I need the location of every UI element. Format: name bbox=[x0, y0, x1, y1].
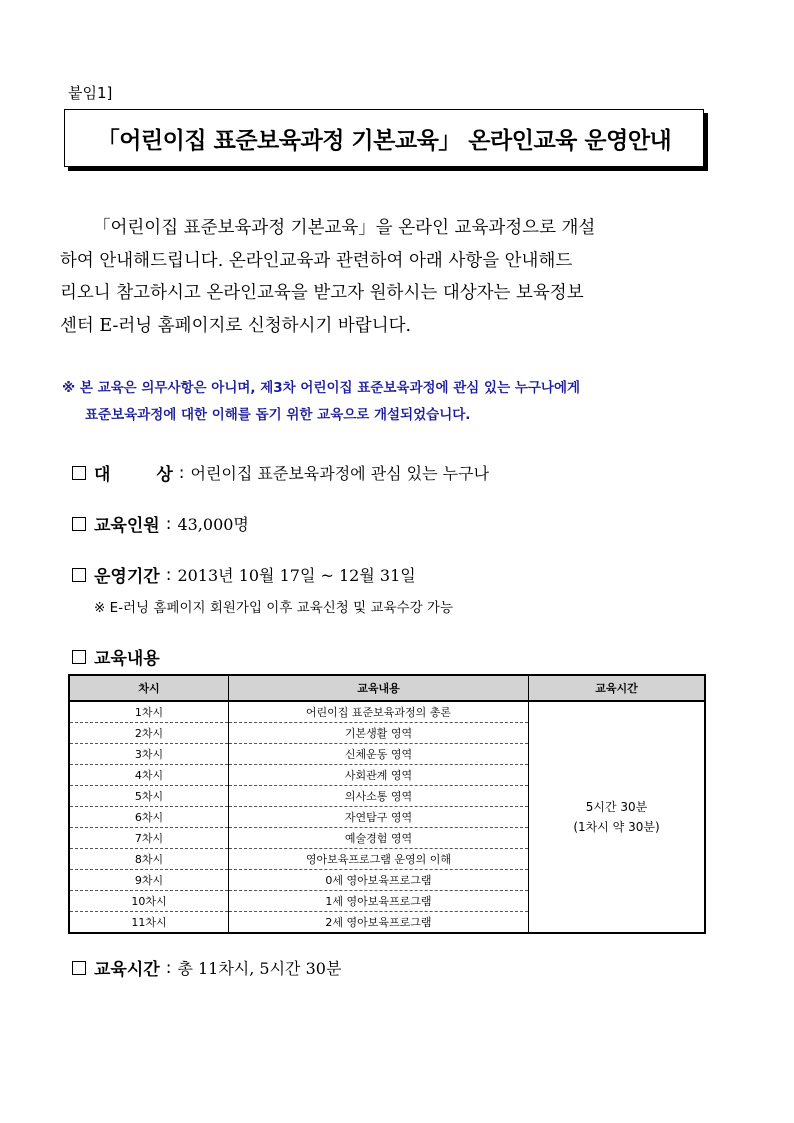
content-cell: 사회관계 영역 bbox=[229, 765, 529, 786]
header-session: 차시 bbox=[69, 675, 229, 701]
item-count bbox=[72, 511, 249, 536]
session-cell: 7차시 bbox=[69, 828, 229, 849]
time-per-session: (1차시 약 30분) bbox=[573, 820, 660, 834]
item-value: 2013년 10월 17일 ~ 12월 31일 bbox=[177, 566, 416, 585]
intro-line: 리오니 참고하시고 온라인교육을 받고자 원하시는 대상자는 보육정보 bbox=[60, 283, 584, 303]
checkbox-square-icon bbox=[72, 568, 86, 582]
document-title: 「어린이집 표준보육과정 기본교육」 온라인교육 운영안내 bbox=[96, 127, 672, 154]
checkbox-square-icon bbox=[72, 961, 86, 975]
period-note: ※ E-러닝 홈페이지 회원가입 이후 교육신청 및 교육수강 가능 bbox=[94, 600, 453, 616]
intro-paragraph bbox=[60, 212, 710, 342]
attachment-label: 붙임1] bbox=[68, 84, 113, 102]
item-time bbox=[72, 955, 341, 980]
checkbox-square-icon bbox=[72, 517, 86, 531]
item-colon: : bbox=[178, 462, 185, 483]
item-label: 운영기간 bbox=[94, 567, 160, 587]
content-cell: 영아보육프로그램 운영의 이해 bbox=[229, 849, 529, 870]
item-colon: : bbox=[165, 564, 172, 585]
checkbox-square-icon bbox=[72, 466, 86, 480]
session-cell: 5차시 bbox=[69, 786, 229, 807]
notice-line: 표준보육과정에 대한 이해를 돕기 위한 교육으로 개설되었습니다. bbox=[85, 407, 471, 423]
content-cell: 기본생활 영역 bbox=[229, 723, 529, 744]
item-value: 43,000명 bbox=[177, 515, 249, 534]
header-time: 교육시간 bbox=[529, 675, 706, 701]
item-colon: : bbox=[165, 957, 172, 978]
session-cell: 2차시 bbox=[69, 723, 229, 744]
checkbox-square-icon bbox=[72, 650, 86, 664]
content-cell: 예술경험 영역 bbox=[229, 828, 529, 849]
item-target bbox=[72, 460, 489, 485]
content-cell: 의사소통 영역 bbox=[229, 786, 529, 807]
item-label: 교육내용 bbox=[94, 649, 160, 669]
session-cell: 4차시 bbox=[69, 765, 229, 786]
notice bbox=[62, 375, 580, 429]
content-cell: 신체운동 영역 bbox=[229, 744, 529, 765]
intro-line: 하여 안내해드립니다. 온라인교육과 관련하여 아래 사항을 안내해드 bbox=[60, 250, 573, 271]
header-content: 교육내용 bbox=[229, 675, 529, 701]
session-cell: 1차시 bbox=[69, 701, 229, 723]
session-cell: 8차시 bbox=[69, 849, 229, 870]
session-cell: 11차시 bbox=[69, 912, 229, 934]
time-total: 5시간 30분 bbox=[585, 800, 648, 814]
table-row bbox=[69, 701, 705, 723]
content-cell: 어린이집 표준보육과정의 총론 bbox=[229, 701, 529, 723]
content-cell: 2세 영아보육프로그램 bbox=[229, 912, 529, 934]
item-label: 교육시간 bbox=[94, 960, 160, 980]
session-cell: 9차시 bbox=[69, 870, 229, 891]
content-cell: 0세 영아보육프로그램 bbox=[229, 870, 529, 891]
item-value: 총 11차시, 5시간 30분 bbox=[177, 959, 342, 978]
item-label: 대 상 bbox=[94, 465, 173, 485]
title-box bbox=[64, 109, 704, 167]
notice-line: ※ 본 교육은 의무사항은 아니며, 제3차 어린이집 표준보육과정에 관심 있는 누구나에게 bbox=[62, 380, 581, 396]
intro-line: 「어린이집 표준보육과정 기본교육」을 온라인 교육과정으로 개설 bbox=[93, 218, 596, 238]
session-cell: 6차시 bbox=[69, 807, 229, 828]
item-period bbox=[72, 562, 416, 587]
item-content bbox=[72, 644, 160, 669]
curriculum-table bbox=[68, 674, 706, 934]
item-colon: : bbox=[165, 513, 172, 534]
session-cell: 10차시 bbox=[69, 891, 229, 912]
time-cell bbox=[529, 701, 706, 933]
content-cell: 1세 영아보육프로그램 bbox=[229, 891, 529, 912]
table-header-row bbox=[69, 675, 705, 701]
item-value: 어린이집 표준보육과정에 관심 있는 누구나 bbox=[190, 464, 490, 483]
content-cell: 자연탐구 영역 bbox=[229, 807, 529, 828]
intro-line: 센터 E-러닝 홈페이지로 신청하시기 바랍니다. bbox=[60, 315, 412, 336]
session-cell: 3차시 bbox=[69, 744, 229, 765]
item-label: 교육인원 bbox=[94, 516, 160, 536]
